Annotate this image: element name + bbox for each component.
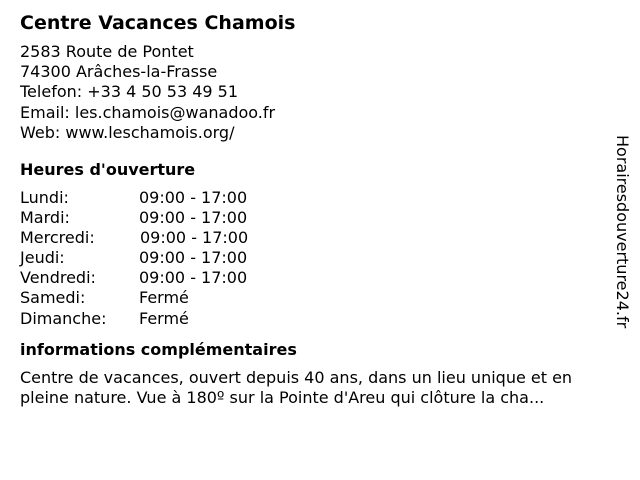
time-value: Fermé xyxy=(139,308,189,328)
hours-table xyxy=(20,188,610,329)
hours-row-thursday xyxy=(20,248,610,268)
address-street: 2583 Route de Pontet xyxy=(20,42,194,61)
hours-row-wednesday xyxy=(20,228,610,248)
time-value: Fermé xyxy=(139,288,189,308)
day-label: Dimanche: xyxy=(20,308,107,328)
hours-row-monday xyxy=(20,188,610,208)
phone-line: Telefon: +33 4 50 53 49 51 xyxy=(20,82,239,102)
time-value: 09:00 - 17:00 xyxy=(139,248,248,268)
day-label: Mercredi: xyxy=(20,228,95,248)
day-label: Vendredi: xyxy=(20,268,96,288)
contact-block xyxy=(20,42,610,143)
day-label: Lundi: xyxy=(20,188,69,208)
time-value: 09:00 - 17:00 xyxy=(139,268,248,288)
hours-row-tuesday xyxy=(20,208,610,228)
time-value: 09:00 - 17:00 xyxy=(139,208,248,228)
day-label: Mardi: xyxy=(20,208,70,228)
business-name: Centre Vacances Chamois xyxy=(20,12,296,34)
day-label: Jeudi: xyxy=(20,248,65,268)
info-description: Centre de vacances, ouvert depuis 40 ans, dans un lieu unique et en pleine nature. Vue à 180º sur la Pointe d'Areu qui clôture la cha... xyxy=(20,367,573,408)
day-label: Samedi: xyxy=(20,288,86,308)
side-brand-text: Horairesdouverture24.fr xyxy=(613,135,632,329)
email-line: Email: les.chamois@wanadoo.fr xyxy=(20,102,276,122)
time-value: 09:00 - 17:00 xyxy=(140,228,249,248)
address-city: 74300 Arâches-la-Frasse xyxy=(20,62,218,82)
business-card xyxy=(20,10,610,409)
time-value: 09:00 - 17:00 xyxy=(139,188,248,208)
hours-row-sunday xyxy=(20,309,610,329)
web-line: Web: www.leschamois.org/ xyxy=(20,122,235,142)
hours-heading: Heures d'ouverture xyxy=(20,160,196,180)
info-heading: informations complémentaires xyxy=(20,339,297,359)
hours-row-saturday xyxy=(20,288,610,308)
hours-row-friday xyxy=(20,268,610,288)
